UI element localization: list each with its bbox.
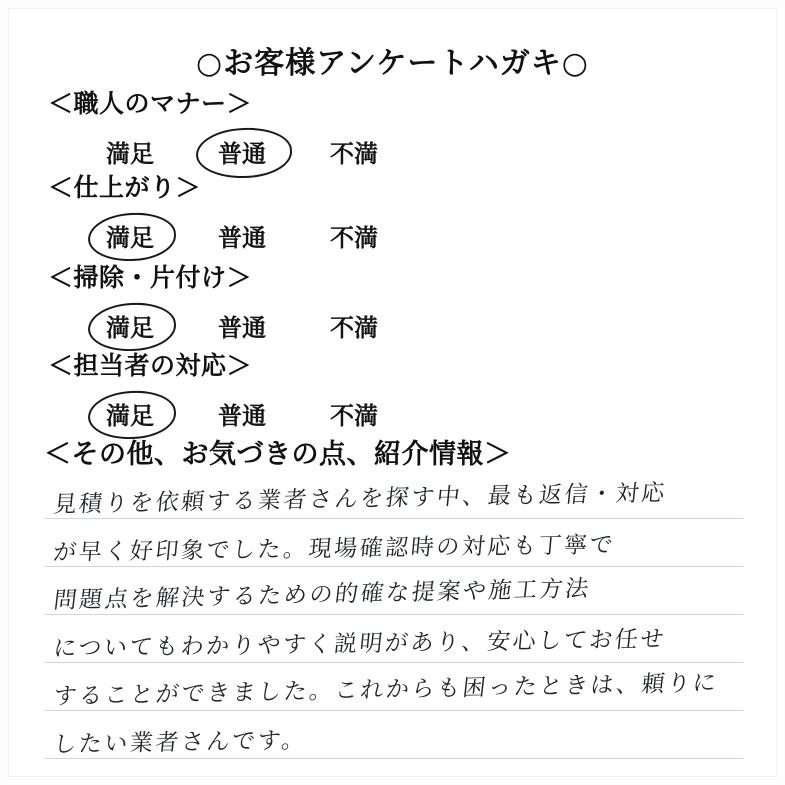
rule-line [44, 566, 744, 567]
rule-line [44, 614, 744, 615]
answer-options [74, 304, 410, 347]
handwritten-line: 問題点を解決するための的確な提案や施工方法 [52, 575, 593, 615]
question-block-staff-response [48, 346, 410, 435]
rule-line [44, 710, 744, 711]
page-title: ○お客様アンケートハガキ○ [196, 46, 589, 81]
answer-option-normal[interactable]: 普通 [218, 224, 266, 252]
handwritten-line: が早く好印象でした。現場確認時の対応も丁寧で [52, 532, 617, 567]
answer-option-satisfied[interactable]: 満足 [74, 214, 186, 257]
question-block-manner [48, 84, 410, 173]
answer-option-dissatisfied[interactable]: 不満 [330, 402, 378, 430]
answer-option-satisfied[interactable]: 満足 [74, 304, 186, 347]
answer-option-satisfied[interactable]: 満足 [74, 392, 186, 435]
handwritten-line: することができました。これからも困ったときは、頼りに [52, 670, 720, 711]
question-block-cleanup [48, 258, 410, 347]
question-heading: ＜職人のマナー＞ [48, 89, 253, 118]
rule-line [44, 758, 744, 759]
handwritten-line: 見積りを依頼する業者さんを探す中、最も返信・対応 [52, 480, 669, 519]
answer-option-dissatisfied[interactable]: 不満 [330, 140, 378, 168]
answer-options [74, 392, 410, 435]
answer-option-satisfied[interactable]: 満足 [106, 140, 154, 168]
answer-option-normal[interactable]: 普通 [218, 402, 266, 430]
question-heading: ＜担当者の対応＞ [48, 351, 253, 380]
answer-options [74, 130, 410, 173]
handwritten-line: についてもわかりやすく説明があり、安心してお任せ [52, 626, 668, 663]
answer-options [74, 214, 410, 257]
free-comment-heading: ＜その他、お気づきの点、紹介情報＞ [44, 439, 512, 470]
handwritten-comment-area [44, 474, 744, 764]
handwritten-line: したい業者さんです。 [52, 727, 308, 759]
rule-line [44, 518, 744, 519]
answer-option-normal[interactable]: 普通 [218, 314, 266, 342]
answer-option-dissatisfied[interactable]: 不満 [330, 314, 378, 342]
question-heading: ＜仕上がり＞ [48, 173, 202, 202]
answer-option-normal[interactable]: 普通 [186, 130, 298, 173]
question-heading: ＜掃除・片付け＞ [48, 263, 253, 292]
rule-line [44, 662, 744, 663]
question-block-finish [48, 168, 410, 257]
answer-option-dissatisfied[interactable]: 不満 [330, 224, 378, 252]
